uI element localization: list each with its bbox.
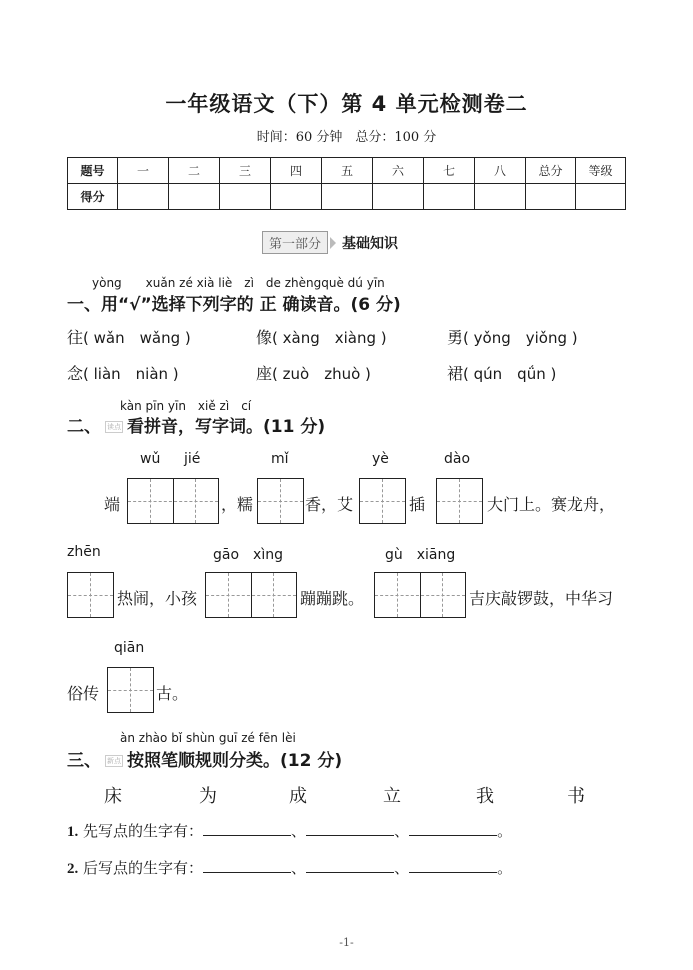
q2-heading xyxy=(67,412,325,437)
separator: 、 xyxy=(394,822,410,840)
q2-score: (11 分) xyxy=(263,417,326,437)
text-segment: 俗传 xyxy=(67,684,100,703)
q3-score: (12 分) xyxy=(280,751,343,771)
pinyin-label: yè xyxy=(372,451,389,467)
writing-box[interactable] xyxy=(205,572,297,618)
table-header-cell: 四 xyxy=(271,158,322,184)
line-end: 。 xyxy=(497,859,513,877)
answer-blank[interactable] xyxy=(306,821,394,836)
q3-char: 立 xyxy=(383,786,401,807)
line-end: 。 xyxy=(497,822,513,840)
table-header-cell: 三 xyxy=(220,158,271,184)
q2-prefix: 二、 xyxy=(67,417,101,437)
line-text: 后写点的生字有： xyxy=(83,859,204,877)
q3-char: 书 xyxy=(567,786,585,807)
q3-tag: 新点 xyxy=(107,757,121,765)
line-text: 先写点的生字有： xyxy=(83,822,204,840)
table-header-cell: 五 xyxy=(322,158,373,184)
section-name: 基础知识 xyxy=(342,235,399,252)
q3-heading xyxy=(67,746,342,771)
table-header-cell: 总分 xyxy=(526,158,576,184)
writing-box[interactable] xyxy=(374,572,466,618)
score-cell[interactable] xyxy=(322,184,373,210)
text-segment: 古。 xyxy=(156,684,189,703)
pinyin-label: qiān xyxy=(114,640,145,656)
writing-box[interactable] xyxy=(127,478,219,524)
score-cell[interactable] xyxy=(220,184,271,210)
text-segment: ，糯 xyxy=(221,495,254,514)
q1-option[interactable] xyxy=(447,361,556,384)
table-header-cell: 八 xyxy=(475,158,526,184)
page-title: 一年级语文（下）第 4 单元检测卷二 xyxy=(165,92,528,116)
text-segment: 蹦蹦跳。 xyxy=(300,589,365,608)
option-pinyin: ( liàn niàn ) xyxy=(83,365,179,383)
text-segment: 端 xyxy=(104,495,121,514)
answer-blank[interactable] xyxy=(203,821,291,836)
text-segment: 香，艾 xyxy=(305,495,354,514)
option-char: 裙 xyxy=(447,364,464,383)
q3-answer-line-2 xyxy=(67,857,512,878)
writing-box[interactable] xyxy=(107,667,154,713)
text-segment: 大门上。赛龙舟， xyxy=(487,495,616,514)
writing-box[interactable] xyxy=(67,572,114,618)
option-char: 念 xyxy=(67,364,84,383)
q1-pinyin: yòng xuǎn zé xià liè zì de zhèngquè dú yīn xyxy=(92,276,385,290)
table-row-label: 得分 xyxy=(68,184,118,210)
q1-score: (6 分) xyxy=(350,295,401,315)
separator: 、 xyxy=(291,822,307,840)
score-cell[interactable] xyxy=(475,184,526,210)
q3-answer-line-1 xyxy=(67,820,512,841)
table-header-cell: 题号 xyxy=(68,158,118,184)
pinyin-label: gāo xìng xyxy=(213,547,283,563)
writing-box[interactable] xyxy=(359,478,406,524)
score-table-score-row xyxy=(68,184,626,210)
q1-option[interactable] xyxy=(67,325,191,348)
q1-label: 一、用“√”选择下列字的 正 确读音。 xyxy=(67,295,351,315)
table-header-cell: 二 xyxy=(169,158,220,184)
q3-label: 按照笔顺规则分类。 xyxy=(127,751,280,771)
table-header-cell: 七 xyxy=(424,158,475,184)
section-header xyxy=(262,231,398,254)
option-pinyin: ( yǒng yiǒng ) xyxy=(463,329,578,347)
exam-info: 时间：60 分钟 总分：100 分 xyxy=(256,130,437,145)
q3-char: 床 xyxy=(104,786,122,807)
pinyin-label: wǔ xyxy=(140,451,161,467)
option-char: 往 xyxy=(67,328,84,347)
answer-blank[interactable] xyxy=(409,858,497,873)
table-header-cell: 一 xyxy=(118,158,169,184)
option-char: 勇 xyxy=(447,328,464,347)
q1-option[interactable] xyxy=(256,361,371,384)
line-number: 1. xyxy=(67,824,79,840)
q1-heading xyxy=(67,290,401,315)
q3-char: 成 xyxy=(289,786,307,807)
text-segment: 热闹，小孩 xyxy=(117,589,198,608)
table-header-cell: 六 xyxy=(373,158,424,184)
score-table-header-row xyxy=(68,158,626,184)
option-pinyin: ( qún qǘn ) xyxy=(463,365,557,383)
section-badge: 第一部分 xyxy=(262,231,328,254)
q1-option[interactable] xyxy=(67,361,179,384)
score-cell[interactable] xyxy=(373,184,424,210)
pinyin-label: mǐ xyxy=(271,451,289,467)
score-cell[interactable] xyxy=(576,184,626,210)
q1-option[interactable] xyxy=(256,325,387,348)
answer-blank[interactable] xyxy=(409,821,497,836)
table-header-cell: 等级 xyxy=(576,158,626,184)
separator: 、 xyxy=(394,859,410,877)
q3-pinyin: àn zhào bǐ shùn guī zé fēn lèi xyxy=(120,731,296,745)
arrow-icon xyxy=(330,237,336,249)
q2-tag: 读点 xyxy=(107,423,121,431)
pinyin-label: jié xyxy=(184,451,201,467)
score-cell[interactable] xyxy=(424,184,475,210)
score-cell[interactable] xyxy=(118,184,169,210)
pinyin-label: gù xiāng xyxy=(385,547,456,563)
line-number: 2. xyxy=(67,861,79,877)
answer-blank[interactable] xyxy=(306,858,394,873)
answer-blank[interactable] xyxy=(203,858,291,873)
score-cell[interactable] xyxy=(169,184,220,210)
q3-prefix: 三、 xyxy=(67,751,101,771)
page-number: -1- xyxy=(339,936,354,949)
option-char: 像 xyxy=(256,328,273,347)
q1-option[interactable] xyxy=(447,325,578,348)
pinyin-label: zhēn xyxy=(67,544,101,560)
option-pinyin: ( xàng xiàng ) xyxy=(272,329,387,347)
option-char: 座 xyxy=(256,364,273,383)
score-cell[interactable] xyxy=(526,184,576,210)
q3-char: 为 xyxy=(199,786,217,807)
writing-box[interactable] xyxy=(436,478,483,524)
score-table xyxy=(67,157,626,210)
text-segment: 吉庆敲锣鼓，中华习 xyxy=(469,589,614,608)
text-segment: 插 xyxy=(409,495,426,514)
q2-label: 看拼音，写字词。 xyxy=(127,417,263,437)
separator: 、 xyxy=(291,859,307,877)
option-pinyin: ( zuò zhuò ) xyxy=(272,365,371,383)
score-cell[interactable] xyxy=(271,184,322,210)
q2-pinyin: kàn pīn yīn xiě zì cí xyxy=(120,399,252,413)
pinyin-label: dào xyxy=(444,451,471,467)
writing-box[interactable] xyxy=(257,478,304,524)
q3-char: 我 xyxy=(476,786,494,807)
option-pinyin: ( wǎn wǎng ) xyxy=(83,329,191,347)
